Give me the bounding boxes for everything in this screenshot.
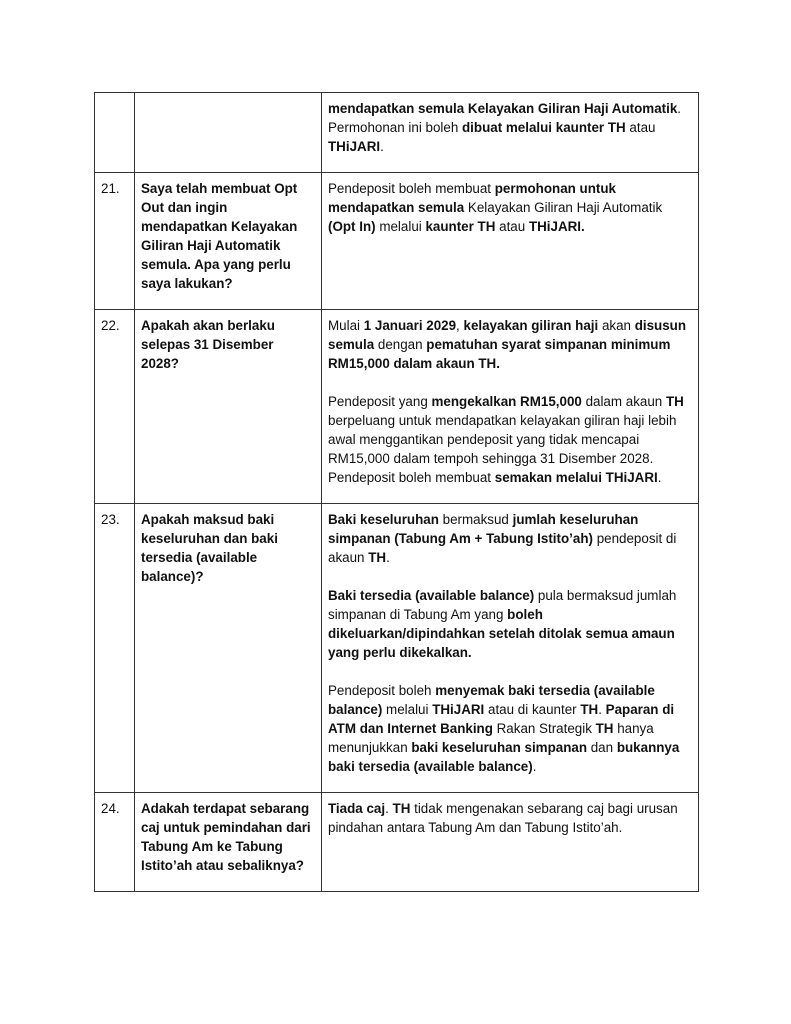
- row-number: 24.: [95, 793, 135, 892]
- table-row: [95, 173, 699, 310]
- table-row: [95, 793, 699, 892]
- answer-bold-run: 1 Januari 2029: [363, 318, 457, 333]
- answer-bold-run: Baki keseluruhan: [328, 512, 439, 527]
- answer-run: .: [386, 550, 390, 565]
- answer-run: atau di kaunter: [484, 702, 581, 717]
- table-row: [95, 504, 699, 793]
- answer-run: Pendeposit boleh: [328, 683, 436, 698]
- answer-bold-run: bukannya baki tersedia (available balance): [328, 740, 680, 774]
- answer-run: .: [380, 139, 384, 154]
- answer-bold-run: semakan melalui THiJARI: [494, 470, 658, 485]
- answer-run: akan: [598, 318, 635, 333]
- answer-run: atau: [495, 219, 529, 234]
- answer-paragraph: [328, 799, 692, 837]
- table-row: [95, 93, 699, 173]
- row-number: 23.: [95, 504, 135, 793]
- answer-paragraph: [328, 99, 692, 156]
- answer-run: pendeposit di akaun: [328, 531, 677, 565]
- answer-text: [322, 504, 699, 793]
- answer-bold-run: TH: [368, 550, 387, 565]
- answer-bold-run: TH: [595, 721, 614, 736]
- answer-run: berpeluang untuk mendapatkan kelayakan giliran haji lebih awal menggantikan pendeposit yang tidak mencapai RM15,000 dalam tempoh sehingga 31 Disember 2028. Pendeposit boleh membuat: [328, 413, 677, 485]
- answer-run: atau: [625, 120, 656, 135]
- answer-bold-run: Paparan di ATM dan Internet Banking: [328, 702, 675, 736]
- answer-run: Pendeposit boleh membuat: [328, 181, 495, 196]
- answer-run: .: [657, 470, 662, 485]
- answer-bold-run: dibuat melalui kaunter TH: [462, 120, 626, 135]
- answer-paragraph: [328, 316, 692, 373]
- question-text: Apakah akan berlaku selepas 31 Disember 2028?: [135, 310, 322, 504]
- answer-run: Rakan Strategik: [492, 721, 596, 736]
- answer-bold-run: TH: [580, 702, 599, 717]
- answer-run: .: [385, 801, 393, 816]
- answer-bold-run: menyemak baki tersedia (available balance): [328, 683, 655, 717]
- row-number: [95, 93, 135, 173]
- answer-paragraph: [328, 392, 692, 487]
- answer-bold-run: (Opt In): [328, 219, 376, 234]
- answer-bold-run: jumlah keseluruhan simpanan (Tabung Am + Tabung Istito’ah): [328, 512, 639, 546]
- row-number: 21.: [95, 173, 135, 310]
- faq-table: [94, 92, 699, 892]
- answer-bold-run: disusun semula: [328, 318, 687, 352]
- answer-run: dan: [587, 740, 617, 755]
- answer-paragraph: [328, 586, 692, 662]
- answer-run: . Permohonan ini boleh: [328, 101, 682, 135]
- answer-text: [322, 310, 699, 504]
- answer-bold-run: pematuhan syarat simpanan minimum RM15,000 dalam akaun TH.: [328, 337, 671, 371]
- answer-run: dalam akaun: [581, 394, 666, 409]
- answer-run: pula bermaksud jumlah simpanan di Tabung Am yang: [328, 588, 677, 622]
- answer-bold-run: permohonan untuk mendapatkan semula: [328, 181, 617, 215]
- answer-run: dengan: [374, 337, 427, 352]
- question-text: [135, 93, 322, 173]
- answer-bold-run: mengekalkan RM15,000: [431, 394, 582, 409]
- row-number: 22.: [95, 310, 135, 504]
- answer-run: hanya menunjukkan: [328, 721, 654, 755]
- answer-run: Mulai: [328, 318, 364, 333]
- answer-bold-run: kelayakan giliran haji: [463, 318, 599, 333]
- answer-text: [322, 793, 699, 892]
- answer-bold-run: kaunter TH: [425, 219, 496, 234]
- table-row: [95, 310, 699, 504]
- answer-run: Kelayakan Giliran Haji Automatik: [464, 200, 663, 215]
- answer-run: tidak mengenakan sebarang caj bagi urusan pindahan antara Tabung Am dan Tabung Istito’ah.: [328, 801, 678, 835]
- answer-text: [322, 93, 699, 173]
- answer-bold-run: TH: [392, 801, 411, 816]
- question-text: Apakah maksud baki keseluruhan dan baki tersedia (available balance)?: [135, 504, 322, 793]
- answer-paragraph: [328, 510, 692, 567]
- answer-bold-run: boleh dikeluarkan/dipindahkan setelah ditolak semua amaun yang perlu dikekalkan.: [328, 607, 675, 660]
- answer-bold-run: THiJARI.: [528, 219, 585, 234]
- answer-run: .: [598, 702, 606, 717]
- answer-run: melalui: [382, 702, 433, 717]
- answer-run: Pendeposit yang: [328, 394, 432, 409]
- question-text: Adakah terdapat sebarang caj untuk pemindahan dari Tabung Am ke Tabung Istito’ah atau sebaliknya?: [135, 793, 322, 892]
- answer-bold-run: mendapatkan semula Kelayakan Giliran Haji Automatik: [328, 101, 678, 116]
- question-text: Saya telah membuat Opt Out dan ingin mendapatkan Kelayakan Giliran Haji Automatik semula. Apa yang perlu saya lakukan?: [135, 173, 322, 310]
- answer-paragraph: [328, 681, 692, 776]
- answer-run: ,: [456, 318, 464, 333]
- answer-paragraph: [328, 179, 692, 236]
- answer-run: melalui: [375, 219, 426, 234]
- answer-bold-run: THiJARI: [432, 702, 485, 717]
- answer-run: .: [532, 759, 537, 774]
- answer-bold-run: THiJARI: [328, 139, 381, 154]
- answer-text: [322, 173, 699, 310]
- answer-bold-run: Tiada caj: [328, 801, 386, 816]
- answer-run: bermaksud: [438, 512, 513, 527]
- answer-bold-run: Baki tersedia (available balance): [328, 588, 535, 603]
- answer-bold-run: TH: [665, 394, 684, 409]
- answer-bold-run: baki keseluruhan simpanan: [411, 740, 588, 755]
